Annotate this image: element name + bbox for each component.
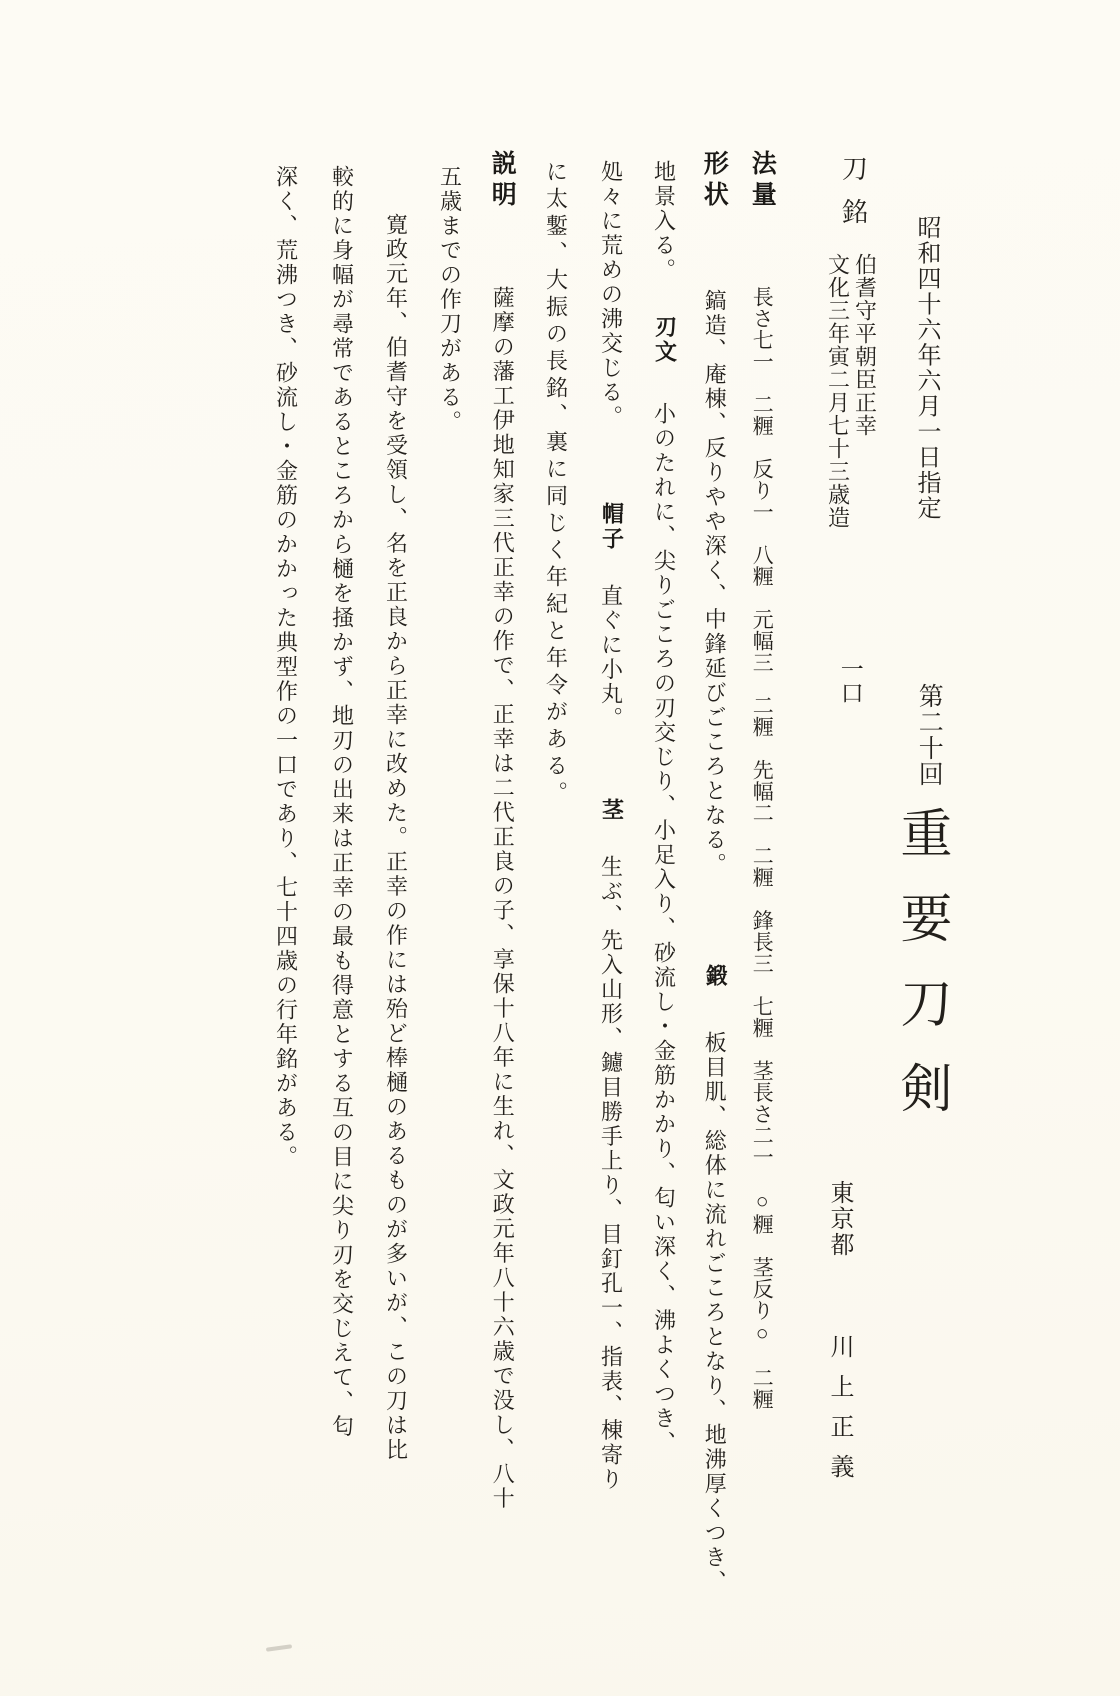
nakago-text-part1: 生ぶ、先入山形、鑢目勝手上り、目釘孔一、指表、棟寄り — [598, 854, 624, 1492]
hamon-text-part1: 小のたれに、尖りごころの刃交じり、小足入り、砂流し・金筋かかり、匂い深く、沸よくつき、 — [651, 401, 677, 1455]
section-kitae-hamon-column — [650, 160, 678, 1455]
horyo-measurements: 長さ七一 二糎 反り一 八糎 元幅三 二糎 先幅二 二糎 鋒長三 七糎 茎長さ二一 ○糎 茎反り○ 二糎 — [750, 286, 775, 1410]
mei-label-column — [836, 155, 869, 241]
mei-omote-column — [851, 253, 879, 437]
section-hamon-boshi-nakago-column — [597, 160, 625, 1492]
sword-mei-label: 刀銘 — [838, 155, 868, 241]
section-setsumei-column-2 — [436, 165, 464, 435]
designation-date: 昭和四十六年六月一日指定 — [913, 215, 939, 521]
session-column — [913, 683, 944, 787]
title-column — [888, 806, 953, 1146]
mei-ura-column — [824, 253, 852, 529]
setsumei-paragraph2-part2: 較的に身幅が尋常であるところから樋を掻かず、地刃の出来は正幸の最も得意とする互の目に尖り刃を交じえて、匂 — [329, 165, 355, 1439]
kitae-text-part2: 地景入る。 — [651, 160, 677, 283]
section-horyo-column — [747, 150, 778, 1410]
keijo-label: 形状 — [700, 150, 730, 212]
mei-omote-signature: 伯耆守平朝臣正幸 — [852, 253, 878, 437]
mei-ura-date: 文化三年寅二月七十三歳造 — [825, 253, 851, 529]
section-setsumei-column-1 — [487, 150, 518, 1511]
owner-name: 川上正義 — [826, 1334, 852, 1494]
setsumei-paragraph2-part3: 深く、荒沸つき、砂流し・金筋のかかった典型作の一口であり、七十四歳の行年銘がある。 — [273, 165, 299, 1170]
setsumei-paragraph1-part1: 薩摩の藩工伊地知家三代正幸の作で、正幸は二代正良の子、享保十八年に生れ、文政元年八十六歳で没し、八十 — [490, 286, 516, 1511]
nakago-text-part2: に太鏨、大振の長銘、裏に同じく年紀と年令がある。 — [543, 160, 569, 808]
nakago-continuation-column — [542, 160, 570, 808]
nakago-label: 茎 — [598, 797, 624, 823]
exhibition-session: 第二十回 — [915, 683, 943, 787]
boshi-text: 直ぐに小丸。 — [598, 583, 624, 731]
boshi-label: 帽子 — [598, 501, 624, 552]
quantity-column — [835, 657, 864, 705]
kitae-label: 鍛 — [702, 964, 728, 989]
page-title: 重要刀剣 — [892, 806, 949, 1146]
scan-smudge-artifact — [266, 1644, 292, 1652]
owner-location: 東京都 — [826, 1180, 852, 1258]
setsumei-label: 説明 — [488, 150, 518, 212]
kitae-text-part1: 板目肌、総体に流れごころとなり、地沸厚くつき、 — [702, 1031, 728, 1595]
setsumei-paragraph2-part1: 寛政元年、伯耆守を受領し、名を正良から正幸に改めた。正幸の作には殆ど棒樋のあるものが多いが、この刀は比 — [383, 213, 409, 1463]
section-setsumei-column-4 — [328, 165, 356, 1439]
section-keijo-kitae-column — [699, 150, 730, 1595]
hamon-text-part2: 処々に荒めの沸交じる。 — [598, 160, 624, 430]
hamon-label: 刃文 — [651, 314, 677, 365]
designation-date-column — [911, 215, 941, 521]
section-setsumei-column-3 — [382, 165, 410, 1463]
sword-quantity: 一口 — [837, 657, 863, 705]
owner-column — [824, 1180, 854, 1494]
keijo-text: 鎬造、庵棟、反りやや深く、中鋒延びごころとなる。 — [702, 289, 728, 877]
section-setsumei-column-5 — [272, 165, 300, 1170]
horyo-label: 法量 — [748, 150, 778, 212]
setsumei-paragraph1-part2: 五歳までの作刀がある。 — [437, 165, 463, 435]
